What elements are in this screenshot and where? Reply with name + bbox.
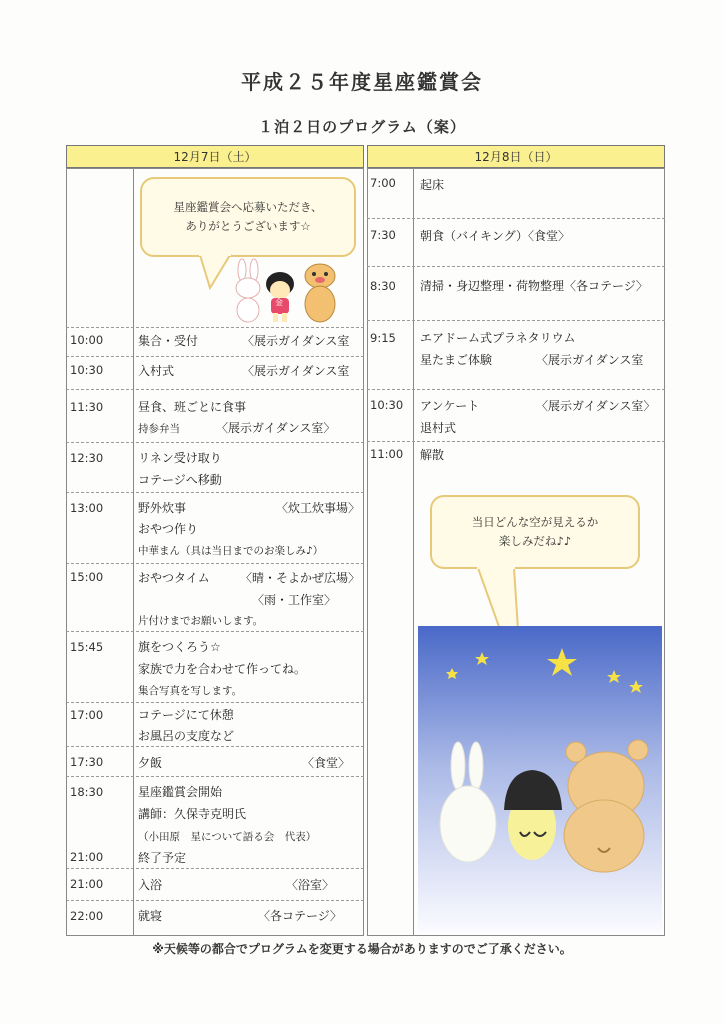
row-divider	[66, 702, 364, 703]
event-text: 清掃・身辺整理・荷物整理〈各コテージ〉	[420, 279, 648, 293]
row-divider	[367, 389, 665, 390]
row-divider	[367, 320, 665, 321]
time-cell: 21:00	[70, 877, 104, 891]
time-cell: 11:30	[70, 400, 104, 414]
event-text: 終了予定	[138, 851, 187, 865]
event-text: 朝食（バイキング）〈食堂〉	[420, 229, 571, 243]
time-cell: 15:45	[70, 640, 104, 654]
row-divider	[66, 900, 364, 901]
row-divider	[66, 868, 364, 869]
time-cell: 10:30	[70, 363, 104, 377]
time-cell: 7:30	[370, 228, 396, 242]
event-text: 解散	[420, 448, 445, 462]
row-divider	[66, 776, 364, 777]
location-text: 〈展示ガイダンス室〉	[536, 399, 656, 413]
row-divider	[66, 327, 364, 328]
row-divider	[66, 356, 364, 357]
time-cell: 10:00	[70, 333, 104, 347]
time-cell: 10:30	[370, 398, 404, 412]
location-text: 〈展示ガイダンス室	[242, 334, 350, 348]
event-text: 起床	[420, 178, 445, 192]
time-cell: 13:00	[70, 501, 104, 515]
time-cell: 17:30	[70, 755, 104, 769]
event-text: リネン受け取り	[138, 451, 222, 465]
time-cell: 9:15	[370, 331, 396, 345]
event-text: エアドーム式プラネタリウム	[420, 331, 576, 345]
event-text: 家族で力を合わせて作ってね。	[138, 662, 307, 676]
event-text: 夕飯	[138, 756, 163, 770]
time-cell: 17:00	[70, 708, 104, 722]
night-sky-illustration-icon	[418, 626, 662, 932]
event-text: 星座鑑賞会開始	[138, 785, 223, 799]
event-subtext: 持参弁当	[138, 423, 180, 435]
event-subtext: （小田原 星について語る会 代表）	[138, 831, 317, 843]
page-subtitle: １泊２日のプログラム（案）	[258, 118, 466, 136]
row-divider	[66, 563, 364, 564]
row-divider	[367, 441, 665, 442]
bubble-line: 当日どんな空が見えるか	[471, 515, 599, 529]
event-subtext: 片付けまでお願いします。	[138, 615, 264, 627]
row-divider	[66, 389, 364, 390]
event-text: おやつタイム	[138, 571, 210, 585]
time-cell: 7:00	[370, 176, 396, 190]
page-title: 平成２５年度星座鑑賞会	[241, 70, 483, 94]
day2-speech-bubble	[430, 495, 640, 569]
row-divider	[367, 218, 665, 219]
event-subtext: 集合写真を写します。	[138, 685, 243, 697]
time-cell: 15:00	[70, 570, 104, 584]
bubble-line: 楽しみだね♪♪	[498, 534, 572, 548]
time-cell: 12:30	[70, 451, 104, 465]
event-text: 昼食、班ごとに食事	[138, 400, 247, 414]
time-cell: 8:30	[370, 279, 396, 293]
row-divider	[66, 442, 364, 443]
row-divider	[66, 492, 364, 493]
event-text: コテージへ移動	[138, 473, 222, 487]
mascot-characters-icon	[228, 258, 352, 324]
location-text: 〈展示ガイダンス室	[536, 353, 644, 367]
location-text: 〈各コテージ〉	[258, 909, 342, 923]
event-text: 集合・受付	[138, 334, 199, 348]
row-divider	[367, 266, 665, 267]
event-text: 星たまご体験	[420, 353, 493, 367]
location-text: 〈展示ガイダンス室	[242, 364, 350, 378]
event-text: お風呂の支度など	[138, 729, 235, 743]
footer-note: ※天候等の都合でプログラムを変更する場合がありますのでご了承ください。	[152, 942, 572, 956]
location-text: 〈晴・そよかぜ広場〉	[240, 571, 361, 585]
time-cell: 11:00	[370, 447, 404, 461]
event-subtext: 中華まん（具は当日までのお楽しみ♪）	[138, 545, 324, 557]
location-text: 〈浴室〉	[286, 878, 335, 892]
badge-text: 金	[275, 298, 283, 307]
bubble-line: 星座鑑賞会へ応募いただき、	[173, 200, 323, 214]
event-text: おやつ作り	[138, 522, 199, 536]
day1-speech-bubble	[140, 177, 356, 257]
event-text: 退村式	[420, 421, 457, 435]
event-text: 入浴	[138, 878, 163, 892]
event-text: 旗をつくろう☆	[138, 640, 221, 654]
location-text: 〈食堂〉	[302, 756, 351, 770]
location-text: 〈雨・工作室〉	[252, 593, 337, 607]
time-cell: 22:00	[70, 909, 104, 923]
event-text: コテージにて休憩	[138, 708, 234, 722]
event-text: 講師：久保寺克明氏	[138, 807, 247, 821]
bubble-line: ありがとうございます☆	[185, 219, 311, 233]
location-text: 〈展示ガイダンス室〉	[216, 421, 336, 435]
event-text: 野外炊事	[138, 501, 187, 515]
time-cell: 18:30	[70, 785, 104, 799]
day1-header: 12月7日（土）	[66, 145, 364, 168]
day2-time-column-divider	[413, 168, 414, 936]
day1-time-column-divider	[133, 168, 134, 936]
event-text: 就寝	[138, 909, 163, 923]
location-text: 〈炊工炊事場〉	[276, 501, 361, 515]
row-divider	[66, 746, 364, 747]
row-divider	[66, 631, 364, 632]
day2-header: 12月8日（日）	[367, 145, 665, 168]
time-cell: 21:00	[70, 850, 104, 864]
event-text: アンケート	[420, 399, 480, 413]
event-text: 入村式	[138, 364, 175, 378]
